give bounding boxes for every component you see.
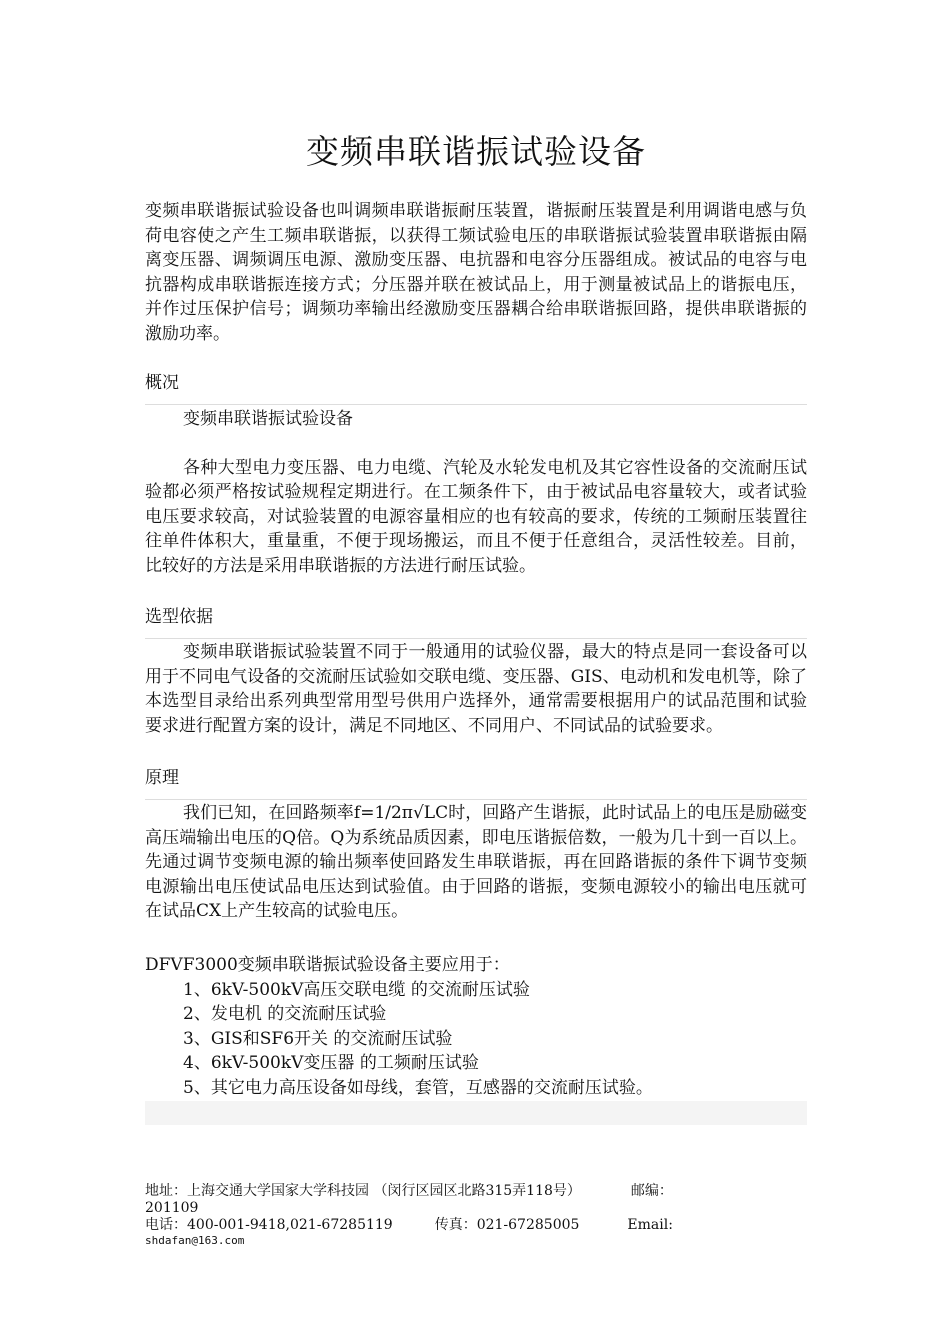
footer-email-label: Email: bbox=[627, 1217, 673, 1233]
section-title-principle: 原理 bbox=[145, 768, 179, 788]
applications-block bbox=[145, 953, 807, 1100]
footer-address-line bbox=[145, 1183, 807, 1200]
overview-subtitle: 变频串联谐振试验设备 bbox=[183, 409, 353, 429]
section-divider bbox=[145, 799, 807, 800]
applications-title: DFVF3000变频串联谐振试验设备主要应用于： bbox=[145, 955, 510, 975]
selection-body: 变频串联谐振试验装置不同于一般通用的试验仪器，最大的特点是同一套设备可以用于不同电气设备的交流耐压试验如交联电缆、变压器、GIS、电动机和发电机等，除了本选型目录给出系列典型常用型号供用户选择外，通常需要根据用户的试品范围和试验要求进行配置方案的设计，满足不同地区、不同用户、不同试品的试验要求。 bbox=[145, 642, 807, 736]
list-item: 4、6kV-500kV变压器 的工频耐压试验 bbox=[183, 1053, 479, 1073]
footer-address: 地址：上海交通大学国家大学科技园 （闵行区园区北路315弄118号） bbox=[145, 1183, 581, 1199]
document-title: 变频串联谐振试验设备 bbox=[306, 132, 646, 171]
footer-postcode-label: 邮编： bbox=[630, 1183, 673, 1199]
footer-contact-line bbox=[145, 1217, 807, 1234]
principle-block bbox=[145, 801, 807, 924]
section-title-overview: 概况 bbox=[145, 373, 179, 393]
section-divider bbox=[145, 404, 807, 405]
selection-block bbox=[145, 640, 807, 738]
page-footer bbox=[145, 1183, 807, 1248]
list-item: 3、GIS和SF6开关 的交流耐压试验 bbox=[183, 1028, 453, 1049]
overview-body: 各种大型电力变压器、电力电缆、汽轮及水轮发电机及其它容性设备的交流耐压试验都必须严格按试验规程定期进行。在工频条件下，由于被试品电容量较大，或者试验电压要求较高，对试验装置的电源容量相应的也有较高的要求，传统的工频耐压装置往往单件体积大，重量重，不便于现场搬运，而且不便于任意组合，灵活性较差。目前，比较好的方法是采用串联谐振的方法进行耐压试验。 bbox=[145, 457, 807, 576]
section-divider bbox=[145, 638, 807, 639]
intro-paragraph: 变频串联谐振试验设备也叫调频串联谐振耐压装置，谐振耐压装置是利用调谐电感与负荷电容使之产生工频串联谐振，以获得工频试验电压的串联谐振试验装置串联谐振由隔离变压器、调频调压电源、激励变压器、电抗器和电容分压器组成。被试品的电容与电抗器构成串联谐振连接方式；分压器并联在被试品上，用于测量被试品上的谐振电压，并作过压保护信号；调频功率输出经激励变压器耦合给串联谐振回路，提供串联谐振的激励功率。 bbox=[145, 201, 807, 344]
footer-fax: 传真：021-67285005 bbox=[434, 1217, 580, 1233]
list-item: 2、发电机 的交流耐压试验 bbox=[183, 1004, 387, 1024]
shaded-empty-row bbox=[145, 1101, 807, 1125]
section-title-selection: 选型依据 bbox=[145, 607, 213, 627]
footer-postcode: 201109 bbox=[145, 1200, 199, 1216]
principle-body: 我们已知，在回路频率f=1/2π√LC时，回路产生谐振，此时试品上的电压是励磁变高压端输出电压的Q倍。Q为系统品质因素，即电压谐振倍数，一般为几十到一百以上。先通过调节变频电源的输出频率使回路发生串联谐振，再在回路谐振的条件下调节变频电源输出电压使试品电压达到试验值。由于回路的谐振，变频电源较小的输出电压就可在试品CX上产生较高的试验电压。 bbox=[145, 803, 807, 921]
footer-email[interactable]: shdafan@163.com bbox=[145, 1234, 245, 1247]
overview-block bbox=[145, 407, 807, 578]
list-item: 5、其它电力高压设备如母线，套管，互感器的交流耐压试验。 bbox=[183, 1077, 653, 1098]
list-item: 1、6kV-500kV高压交联电缆 的交流耐压试验 bbox=[183, 979, 530, 1000]
footer-phone: 电话：400-001-9418,021-67285119 bbox=[145, 1217, 393, 1233]
